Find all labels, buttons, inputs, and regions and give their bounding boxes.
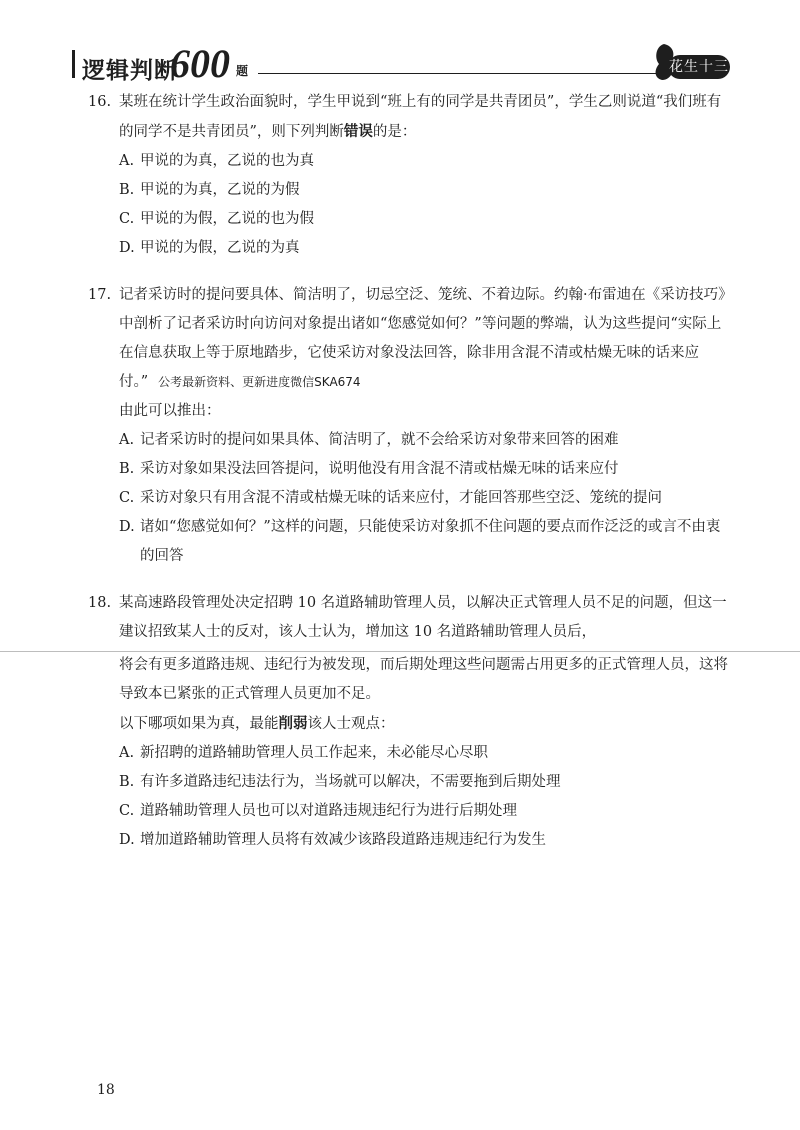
- option-b: B. 甲说的为真，乙说的为假: [119, 182, 300, 198]
- question-number: 16.: [88, 94, 112, 110]
- question-16: [88, 88, 728, 263]
- header-bar: [72, 50, 75, 78]
- question-prompt: 以下哪项如果为真，最能削弱该人士观点：: [119, 715, 395, 732]
- book-title-suffix: 题: [236, 64, 249, 78]
- emphasis-text: 错误: [343, 123, 373, 140]
- option-c: C. 采访对象只有用含混不清或枯燥无味的话来应付，才能回答那些空泛、笼统的提问: [119, 490, 662, 506]
- page-number: 18: [97, 1082, 115, 1098]
- option-d: D. 增加道路辅助管理人员将有效减少该路段道路违规违纪行为发生: [119, 832, 546, 848]
- option-d: D. 诸如“您感觉如何？”这样的问题，只能使采访对象抓不住问题的要点而作泛泛的或言不由衷的回答: [119, 519, 721, 564]
- option-a: A. 新招聘的道路辅助管理人员工作起来，未必能尽心尽职: [119, 745, 488, 761]
- book-title: 逻辑判断: [82, 58, 178, 84]
- page-header: [72, 40, 732, 84]
- option-c: C. 甲说的为假，乙说的也为假: [119, 211, 314, 227]
- question-17: [88, 281, 728, 571]
- question-stem: 16. 某班在统计学生政治面貌时，学生甲说到“班上有的同学是共青团员”，学生乙则说道“我们班有的同学不是共青团员”，则下列判断错误的是：: [88, 88, 728, 147]
- option-a: A. 甲说的为真，乙说的也为真: [119, 153, 314, 169]
- book-title-number: 600: [170, 41, 230, 86]
- scan-fold-line: [0, 651, 800, 652]
- header-rule: [258, 73, 678, 74]
- option-b: B. 有许多道路违纪违法行为，当场就可以解决，不需要拖到后期处理: [119, 774, 561, 790]
- watermark-note: 公考最新资料、更新进度微信SKA674: [158, 375, 361, 389]
- question-prompt: 由此可以推出：: [119, 403, 221, 419]
- option-c: C. 道路辅助管理人员也可以对道路违规违纪行为进行后期处理: [119, 803, 517, 819]
- option-a: A. 记者采访时的提问如果具体、简洁明了，就不会给采访对象带来回答的困难: [119, 432, 619, 448]
- question-stem-continued: 将会有更多道路违规、违纪行为被发现，而后期处理这些问题需占用更多的正式管理人员，这将导致本已紧张的正式管理人员更加不足。: [119, 657, 728, 702]
- question-stem: 17. 记者采访时的提问要具体、简洁明了，切忌空泛、笼统、不着边际。约翰·布雷迪在《采访技巧》中剖析了记者采访时向访问对象提出诸如“您感觉如何？”等问题的弊端，认为这些提问“实际上在信息获取上等于原地踏步，它使采访对象没法回答，除非用含混不清或枯燥无味的话来应付。” 公考最新资料、更新进度微信SKA674: [88, 281, 728, 397]
- option-d: D. 甲说的为假，乙说的为真: [119, 240, 300, 256]
- author-badge: 花生十三: [668, 55, 730, 79]
- question-number: 18.: [88, 595, 112, 611]
- option-b: B. 采访对象如果没法回答提问，说明他没有用含混不清或枯燥无味的话来应付: [119, 461, 619, 477]
- question-18: [88, 589, 728, 855]
- question-number: 17.: [88, 287, 112, 303]
- question-stem: 18. 某高速路段管理处决定招聘 10 名道路辅助管理人员，以解决正式管理人员不足的问题，但这一建议招致某人士的反对，该人士认为，增加这 10 名道路辅助管理人员后，: [88, 589, 728, 647]
- emphasis-text: 削弱: [278, 715, 308, 732]
